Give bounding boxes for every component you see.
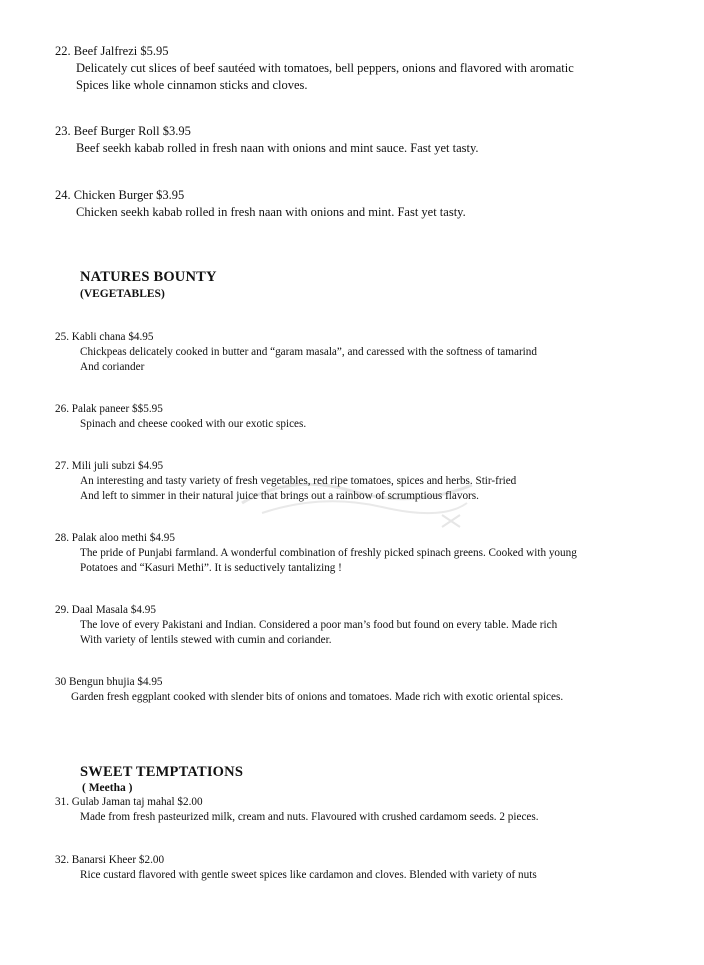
section-heading-sweet-temptations: SWEET TEMPTATIONS — [80, 764, 244, 780]
item-26-description: Spinach and cheese cooked with our exotic spices. — [80, 418, 307, 430]
item-29-description-line-2: With variety of lentils stewed with cumin and coriander. — [80, 634, 332, 646]
item-28-description-line-1: The pride of Punjabi farmland. A wonderful combination of freshly picked spinach greens. Cooked with young — [80, 547, 577, 559]
item-29-title: 29. Daal Masala $4.95 — [55, 604, 156, 616]
item-22-description-line-2: Spices like whole cinnamon sticks and cloves. — [76, 78, 308, 92]
item-27-description-line-1: An interesting and tasty variety of fresh vegetables, red ripe tomatoes, spices and herbs. Stir-fried — [80, 475, 517, 487]
item-29-description-line-1: The love of every Pakistani and Indian. Considered a poor man’s food but found on every table. Made rich — [80, 619, 558, 631]
item-24-description: Chicken seekh kabab rolled in fresh naan with onions and mint. Fast yet tasty. — [76, 205, 466, 219]
item-22-title: 22. Beef Jalfrezi $5.95 — [55, 44, 169, 58]
item-25-description-line-1: Chickpeas delicately cooked in butter and “garam masala”, and caressed with the softness of tamarind — [80, 346, 537, 358]
item-27-description-line-2: And left to simmer in their natural juice that brings out a rainbow of scrumptious flavors. — [80, 490, 479, 502]
faint-watermark-logo — [232, 463, 482, 533]
section-subheading-meetha: ( Meetha ) — [82, 782, 133, 794]
item-24-title: 24. Chicken Burger $3.95 — [55, 188, 185, 202]
section-heading-natures-bounty: NATURES BOUNTY — [80, 269, 217, 285]
item-30-title: 30 Bengun bhujia $4.95 — [55, 676, 163, 688]
item-32-description: Rice custard flavored with gentle sweet spices like cardamon and cloves. Blended with variety of nuts — [80, 869, 537, 881]
section-subheading-vegetables: (VEGETABLES) — [80, 288, 165, 300]
item-23-title: 23. Beef Burger Roll $3.95 — [55, 124, 191, 138]
item-22-description-line-1: Delicately cut slices of beef sautéed with tomatoes, bell peppers, onions and flavored with aromatic — [76, 61, 574, 75]
item-25-description-line-2: And coriander — [80, 361, 145, 373]
item-28-description-line-2: Potatoes and “Kasuri Methi”. It is seductively tantalizing ! — [80, 562, 342, 574]
item-27-title: 27. Mili juli subzi $4.95 — [55, 460, 164, 472]
item-25-title: 25. Kabli chana $4.95 — [55, 331, 154, 343]
item-32-title: 32. Banarsi Kheer $2.00 — [55, 854, 165, 866]
item-31-title: 31. Gulab Jaman taj mahal $2.00 — [55, 796, 203, 808]
item-28-title: 28. Palak aloo methi $4.95 — [55, 532, 175, 544]
item-30-description: Garden fresh eggplant cooked with slender bits of onions and tomatoes. Made rich with exotic oriental spices. — [71, 691, 564, 703]
item-31-description: Made from fresh pasteurized milk, cream and nuts. Flavoured with crushed cardamom seeds. 2 pieces. — [80, 811, 539, 823]
item-23-description: Beef seekh kabab rolled in fresh naan with onions and mint sauce. Fast yet tasty. — [76, 141, 479, 155]
item-26-title: 26. Palak paneer $$5.95 — [55, 403, 163, 415]
